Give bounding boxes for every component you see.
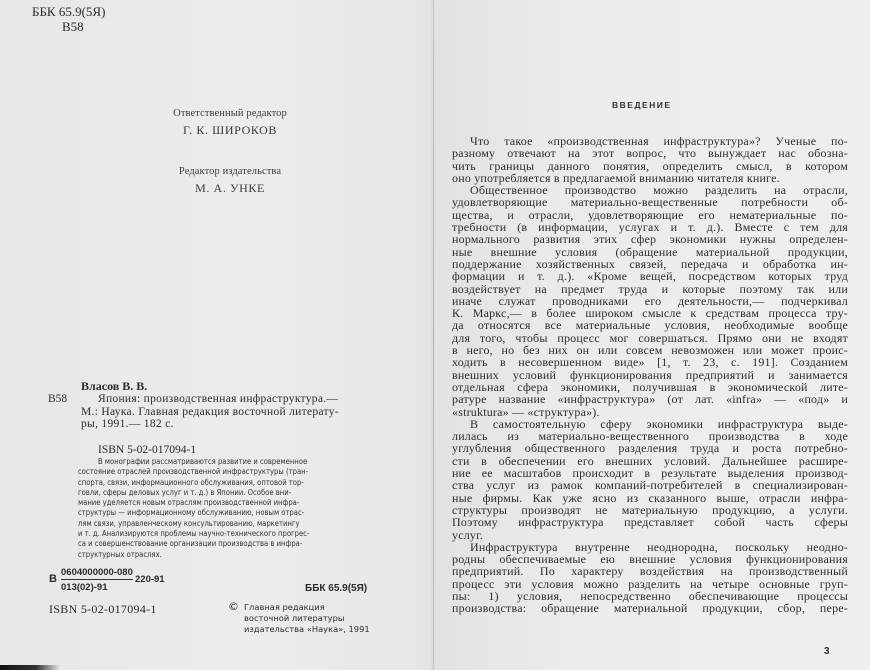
pubcode-letter: В [49, 573, 57, 585]
body-line: да относятся все материальные условия, необходимые вообще [452, 318, 848, 333]
annotation-line: структурных отраслях. [78, 549, 162, 559]
publishing-editor [130, 166, 330, 196]
catalog-entry [81, 393, 421, 431]
annotation-line: спорта, связи, информационного обслуживания, оптовой тор- [78, 477, 304, 487]
credit-role: Ответственный редактор [173, 108, 287, 119]
catalog-line: Япония: производственная инфраструктура.— [98, 393, 339, 405]
page-number: 3 [824, 646, 830, 657]
body-line: К. Маркс,— в более широком смысле к средствам процесса тру- [452, 306, 848, 321]
body-line: Что такое «производственная инфраструктура»? Ученые по- [470, 134, 848, 148]
body-line: щества, и отрасли, удовлетворяющие его нематериальные по- [452, 207, 848, 222]
annotation-line: говли, сферы деловых услуг и т. д.) в Японии. Особое вни- [78, 487, 292, 497]
body-line: нормального развития этих сфер экономики нужны определен- [452, 232, 848, 247]
responsible-editor [130, 108, 330, 138]
body-line: поддержание хозяйственных связей, передача и обработка ин- [452, 256, 848, 271]
body-line: ние ее масштабов происходит в результате выделения производ- [452, 466, 848, 481]
body-line: ратуре название «инфраструктура» (от лат. «infra» — «под» и [452, 392, 848, 407]
body-line: Общественное производство можно разделить на отрасли, [470, 183, 848, 198]
body-line: ные фирмы. Как уже ясно из сказанного выше, отрасли инфра- [452, 490, 848, 505]
body-line: процесс эти условия можно разделить на четыре основные груп- [452, 576, 848, 591]
body-line: услуг. [452, 527, 484, 542]
copyright-icon: © [228, 600, 239, 613]
pubcode-denominator: 013(02)-91 [61, 582, 108, 593]
body-text [452, 135, 848, 615]
chapter-heading: ВВЕДЕНИЕ [612, 100, 672, 110]
body-line: внешних условий функционирования предприятий и занимается [452, 367, 848, 382]
annotation-line: мание уделяется новым отраслям производственной инфра- [78, 498, 300, 508]
body-line: иначе служат проводниками его деятельности,— подчеркивал [452, 293, 848, 308]
bbk-classification-bottom: ББК 65.9(5Я) [305, 583, 368, 594]
body-line: ходить в несовершенном виде» [1, т. 23, с. 191]. Созданием [452, 355, 848, 370]
copyright-line: издательства «Наука», 1991 [244, 624, 370, 634]
catalog-line: М.: Наука. Главная редакция восточной литерату- [81, 405, 339, 418]
bbk-classification-top [32, 4, 105, 34]
body-line: удовлетворяющие материально-вещественные потребности об- [452, 195, 848, 210]
annotation-line: структуры — информационному обслуживанию, новым отрас- [78, 508, 305, 518]
annotation-line: лям связи, управленческому консультированию, маркетингу [78, 518, 300, 528]
pubcode-numerator: 0604000000-080 [61, 567, 133, 578]
annotation-line: состояние отраслей производственной инфраструктуры (тран- [78, 467, 309, 477]
catalog-isbn: ISBN 5-02-017094-1 [98, 444, 197, 456]
body-line: в него, но без них он или совсем невозможен или может проис- [452, 343, 848, 358]
credit-name: Г. К. ШИРОКОВ [182, 123, 278, 137]
bbk-index: В58 [62, 19, 84, 34]
catalog-line: ры, 1991.— 182 с. [81, 418, 174, 430]
annotation-line: и т. д. Анализируются проблемы научно-технического прогрес- [78, 529, 310, 539]
copyright-line: восточной литературы [244, 613, 345, 623]
body-line: требности (в информации, услугах и т. д.). Вместе с тем для [452, 220, 848, 235]
body-line: оно употребляется в предлагаемой вниманию читателя книге. [452, 170, 780, 185]
scan-edge-shadow [0, 665, 60, 670]
body-line: родны обеспечиваемые ею внешние условия функционирования [452, 552, 848, 567]
body-line: лилась из материально-вещественного производства в ходе [452, 429, 848, 444]
credit-role: Редактор издательства [178, 166, 282, 177]
body-line: «struktura» — «структура»). [452, 404, 600, 419]
isbn: ISBN 5-02-017094-1 [49, 602, 157, 616]
catalog-author: Власов В. В. [81, 379, 148, 393]
copyright-line: Главная редакция [244, 602, 325, 612]
pubcode-suffix: 220-91 [135, 574, 165, 585]
annotation-line: В монографии рассматриваются развитие и современное [98, 457, 308, 466]
body-line: предприятий. По характеру воздействия на производственный [452, 564, 848, 579]
body-line: пы: 1) условия, непосредственно обеспечивающие процессы [452, 588, 848, 603]
body-line: разному отвечают на этот вопрос, что вынуждает нас обозна- [452, 146, 848, 161]
bbk-code: ББК 65.9(5Я) [32, 4, 106, 19]
body-line: структуры производят не материальную продукцию, а услуги. [452, 502, 848, 517]
body-line: ные внешние условия (обращение материальной продукции, [452, 244, 848, 259]
body-line: для того, чтобы процесс мог совершаться. Прямо они не входят [452, 330, 848, 345]
catalog-index: В58 [48, 393, 68, 405]
book-gutter [433, 0, 434, 670]
body-line: ства услуг из рамок компаний-потребителей в специализирован- [452, 478, 848, 493]
credit-name: М. А. УНКЕ [195, 181, 265, 195]
annotation-line: са и совершенствование организации производства в инфра- [78, 539, 303, 549]
body-line: сти в обеспечении его внешних условий. Дальнейшее расшире- [452, 453, 848, 468]
body-line: В самостоятельную сферу экономики инфраструктура выде- [470, 416, 848, 431]
body-line: воздействует на предмет труда и которые поэтому так или [452, 281, 848, 296]
body-line: производства: обращение материальной продукции, сбор, пере- [452, 601, 848, 616]
body-line: Поэтому инфраструктура представляет собой часть сферы [452, 515, 848, 530]
annotation [78, 457, 374, 560]
body-line: Инфраструктура внутренне неоднородна, поскольку неодно- [470, 539, 848, 554]
body-line: углубления общественного разделения труда и роста потребно- [452, 441, 848, 456]
body-line: отдельная сфера экономики, получившая в экономической лите- [452, 379, 848, 394]
body-line: чить границы данного понятия, определить смысл, в котором [452, 158, 848, 173]
body-line: формации и т. д.). «Кроме вещей, посредством которых труд [452, 269, 848, 284]
